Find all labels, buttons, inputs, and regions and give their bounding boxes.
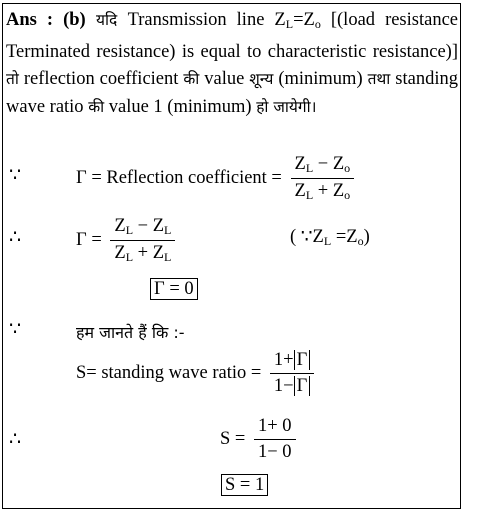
hindi-text: तथा <box>367 70 391 89</box>
hindi-text: की <box>88 97 105 116</box>
therefore-symbol: ∴ <box>9 429 22 450</box>
subscript: o <box>314 17 321 31</box>
answer-paragraph <box>6 7 458 121</box>
numerator: 1+ 0 <box>254 416 296 440</box>
equation-lhs: Γ = Reflection coefficient = <box>76 167 282 188</box>
denominator: 1− Γ <box>270 374 314 397</box>
text: value 1 (minimum) <box>104 96 257 117</box>
text: reflection coefficient <box>18 69 184 90</box>
fraction <box>270 350 314 397</box>
denominator: $Z_L + Z_o$ <box>294 181 351 202</box>
equation-lhs: S = <box>220 428 246 449</box>
gamma-substitution <box>76 216 175 265</box>
equation-lhs: Γ = <box>76 229 102 250</box>
text: [(load resistance Terminated resistance) is equal to characteristic resistance)] <box>6 10 458 62</box>
text: =Z <box>293 10 315 30</box>
fraction <box>254 416 296 463</box>
swr-result: S = 1 <box>221 475 268 496</box>
reflection-coefficient-equation <box>76 154 354 203</box>
because-symbol: ∵ <box>9 165 22 186</box>
subscript: L <box>285 17 294 31</box>
text: standing wave ratio <box>6 69 458 117</box>
text: value <box>199 69 250 90</box>
hindi-text: तो <box>6 70 19 89</box>
fraction <box>110 216 175 265</box>
swr-equation <box>76 350 314 397</box>
therefore-symbol: ∴ <box>9 227 22 248</box>
text: Transmission line Z <box>127 10 286 30</box>
hindi-text: यदि <box>85 11 128 29</box>
hindi-text: हो जायेगी। <box>256 97 317 116</box>
numerator: $Z_L - Z_L$ <box>110 216 175 241</box>
denominator: $Z_L + Z_L$ <box>114 243 172 264</box>
answer-label: Ans : (b) <box>6 10 86 30</box>
hindi-text: की <box>183 70 200 89</box>
numerator: 1+ Γ <box>270 350 314 374</box>
swr-substitution <box>220 416 296 463</box>
fraction <box>291 154 355 203</box>
numerator: $Z_L - Z_o$ <box>291 154 355 179</box>
because-symbol: ∵ <box>9 319 22 340</box>
hindi-text: शून्य <box>249 70 274 89</box>
text: (minimum) <box>273 69 368 90</box>
condition-note: ( $\because Z_L =Z_o$) <box>290 227 370 248</box>
denominator: 1− 0 <box>257 442 292 462</box>
equation-lhs: S= standing wave ratio = <box>76 362 262 383</box>
we-know-that: हम जानते हैं कि :- <box>76 323 185 342</box>
gamma-result: Γ = 0 <box>150 279 198 300</box>
